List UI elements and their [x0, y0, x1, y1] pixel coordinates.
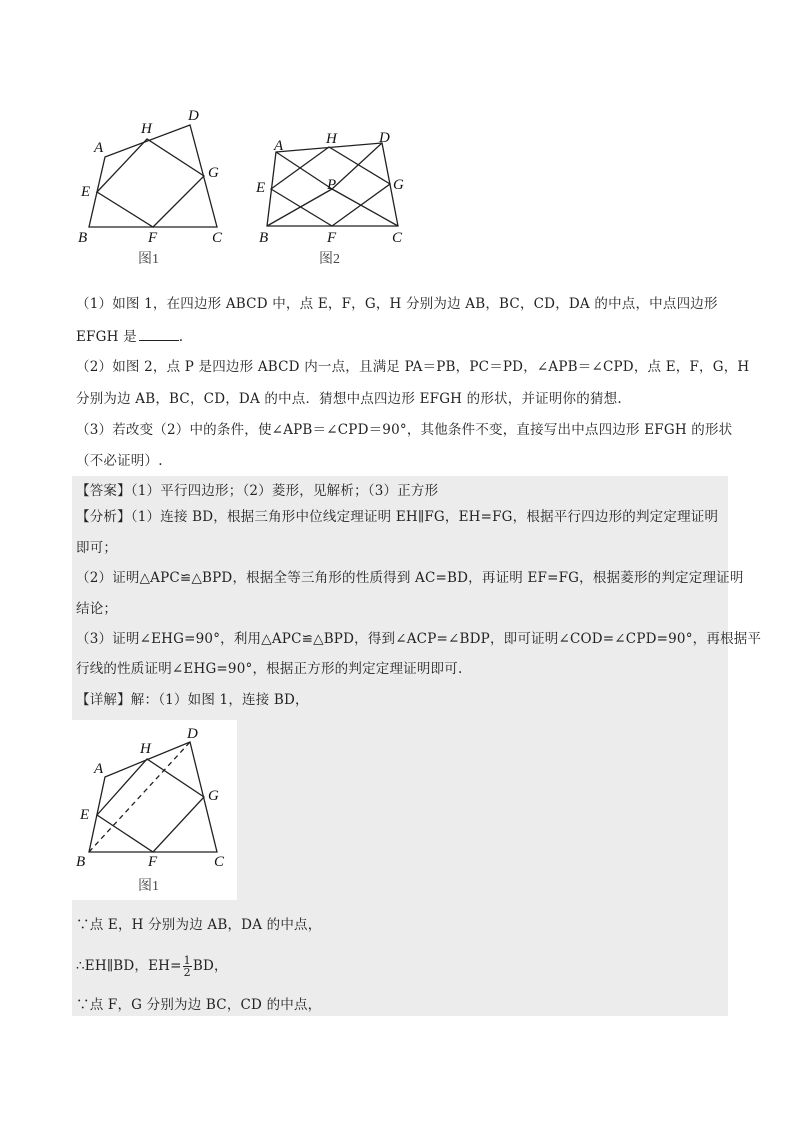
quad-efgh — [97, 759, 204, 852]
analysis-line-6: 行线的性质证明∠EHG=90°，根据正方形的判定定理证明即可. — [76, 661, 463, 677]
label-F: F — [327, 230, 337, 246]
label-A: A — [274, 138, 284, 154]
segment-pa — [276, 152, 332, 189]
label-B: B — [78, 230, 88, 246]
therefore-text: ∴EH∥BD，EH= — [76, 958, 182, 974]
quad-abcd — [89, 125, 217, 227]
therefore-text-end: BD， — [192, 958, 228, 974]
analysis-line-5: （3）证明∠EHG=90°，利用△APC≌△BPD，得到∠ACP=∠BDP，即可证明∠COD=∠CPD=90°，再根据平 — [76, 631, 762, 647]
answer-blank — [139, 328, 179, 341]
question-1-text: EFGH 是 — [76, 329, 137, 345]
figure-1-svg — [72, 100, 237, 270]
label-A: A — [94, 140, 104, 156]
caption-fig2: 图2 — [319, 252, 340, 267]
fraction-numerator: 1 — [183, 954, 191, 967]
label-G: G — [393, 177, 404, 193]
proof-line-because-2: ∵点 F，G 分别为边 BC，CD 的中点， — [76, 997, 322, 1013]
figure-2-svg — [250, 125, 415, 270]
label-G: G — [208, 788, 219, 804]
fraction-denominator: 2 — [183, 966, 191, 979]
label-D: D — [188, 108, 199, 124]
diagonal-bd — [89, 742, 190, 852]
label-F: F — [148, 230, 158, 246]
label-D: D — [187, 726, 198, 742]
detail-line: 【详解】解：（1）如图 1，连接 BD， — [76, 692, 309, 708]
figure-2 — [250, 125, 415, 270]
label-H: H — [326, 131, 337, 147]
proof-line-therefore — [76, 952, 228, 980]
figure-1-with-bd-svg — [72, 720, 237, 900]
question-3-line-1: （3）若改变（2）中的条件，使∠APB＝∠CPD＝90°，其他条件不变，直接写出中点四边形 EFGH 的形状 — [76, 422, 733, 438]
analysis-line-1: 【分析】（1）连接 BD，根据三角形中位线定理证明 EH∥FG，EH=FG，根据平行四边形的判定定理证明 — [76, 509, 719, 525]
label-B: B — [76, 854, 86, 870]
label-A: A — [94, 761, 104, 777]
quad-efgh — [97, 139, 204, 227]
proof-line-because-1: ∵点 E，H 分别为边 AB，DA 的中点， — [76, 917, 322, 933]
label-C: C — [214, 854, 225, 870]
analysis-line-4: 结论； — [76, 601, 118, 617]
label-C: C — [392, 230, 403, 246]
label-C: C — [212, 230, 223, 246]
label-H: H — [140, 741, 151, 757]
caption-fig1: 图1 — [138, 252, 159, 267]
quad-abcd — [89, 742, 217, 852]
label-E: E — [256, 180, 266, 196]
label-G: G — [208, 165, 219, 181]
caption-fig1-repeat: 图1 — [138, 879, 159, 894]
question-1-line-2 — [76, 327, 183, 347]
answer-line: 【答案】（1）平行四边形；（2）菱形，见解析；（3）正方形 — [76, 483, 439, 499]
question-2-line-2: 分别为边 AB，BC，CD，DA 的中点．猜想中点四边形 EFGH 的形状，并证明你的猜想. — [76, 391, 622, 407]
fraction-one-half — [183, 955, 192, 978]
question-2-line-1: （2）如图 2，点 P 是四边形 ABCD 内一点，且满足 PA＝PB，PC＝PD，∠APB＝∠CPD，点 E，F，G，H — [76, 359, 750, 375]
label-E: E — [80, 807, 90, 823]
question-1-line-1: （1）如图 1，在四边形 ABCD 中，点 E，F，G，H 分别为边 AB，BC，CD，DA 的中点，中点四边形 — [76, 296, 718, 312]
label-D: D — [379, 130, 390, 146]
question-1-period: . — [178, 329, 184, 345]
segment-pc — [332, 189, 398, 226]
figure-1 — [72, 100, 237, 270]
analysis-line-2: 即可； — [76, 540, 118, 556]
figure-1-with-bd — [72, 720, 237, 900]
label-E: E — [81, 184, 91, 200]
segment-pd — [332, 143, 382, 189]
label-B: B — [259, 230, 269, 246]
question-3-line-2: （不必证明）. — [76, 453, 163, 469]
analysis-line-3: （2）证明△APC≌△BPD，根据全等三角形的性质得到 AC=BD，再证明 EF=FG，根据菱形的判定定理证明 — [76, 570, 744, 586]
label-F: F — [148, 854, 158, 870]
label-P: P — [327, 177, 337, 193]
label-H: H — [141, 121, 152, 137]
